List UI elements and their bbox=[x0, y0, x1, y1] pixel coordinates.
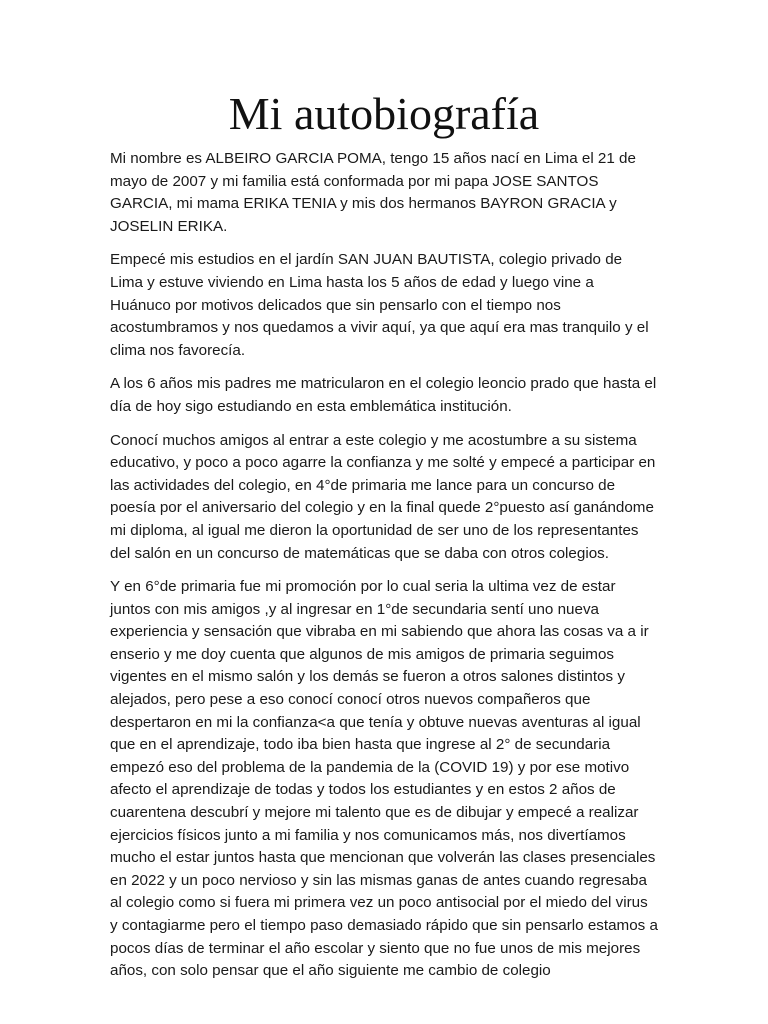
document-body bbox=[110, 148, 658, 994]
paragraph-friends-activities: Conocí muchos amigos al entrar a este colegio y me acostumbre a su sistema educativo, y poco a poco agarre la confianza y me solté y empecé a participar en las actividades del colegio, en 4°de primaria me lance para un concurso de poesía por el aniversario del colegio y en la final quede 2°puesto así ganándome mi diploma, al igual me dieron la oportunidad de ser uno de los representantes del salón en un concurso de matemáticas que se daba con otros colegios. bbox=[110, 431, 656, 562]
paragraph-early-studies: Empecé mis estudios en el jardín SAN JUAN BAUTISTA, colegio privado de Lima y estuve viviendo en Lima hasta los 5 años de edad y luego vine a Huánuco por motivos delicados que sin pensarlo con el tiempo nos acostumbramos y nos quedamos a vivir aquí, ya que aquí era mas tranquilo y el clima nos favorecía. bbox=[110, 251, 649, 359]
page-title: Mi autobiografía bbox=[228, 88, 540, 139]
paragraph-intro: Mi nombre es ALBEIRO GARCIA POMA, tengo 15 años nací en Lima el 21 de mayo de 2007 y mi familia está conformada por mi papa JOSE SANTOS GARCIA, mi mama ERIKA TENIA y mis dos hermanos BAYRON GRACIA y JOSELIN ERIKA. bbox=[110, 150, 636, 235]
paragraph-secondary-pandemic: Y en 6°de primaria fue mi promoción por lo cual seria la ultima vez de estar juntos con mis amigos ,y al ingresar en 1°de secundaria sentí uno nueva experiencia y sensación que vibraba en mi sabiendo que ahora las cosas va a ir enserio y me doy cuenta que algunos de mis amigos de primaria seguimos vigentes en el mismo salón y los demás se fueron a otros salones distintos y alejados, pero pese a eso conocí conocí otros nuevos compañeros que despertaron en mi la confianza<a que tenía y obtuve nuevas aventuras al igual que en el aprendizaje, todo iba bien hasta que ingrese al 2° de secundaria empezó eso del problema de la pandemia de la (COVID 19) y por ese motivo afecto el aprendizaje de todas y todos los estudiantes y en estos 2 años de cuarentena descubrí y mejore mi talento que es de dibujar y empecé a realizar ejercicios físicos junto a mi familia y nos comunicamos más, nos divertíamos mucho el estar juntos hasta que mencionan que volverán las clases presenciales en 2022 y un poco nervioso y sin las mismas ganas de antes cuando regresaba al colegio como si fuera mi primera vez un poco antisocial por el miedo del virus y contagiarme pero el tiempo paso demasiado rápido que sin pensarlo estamos a pocos días de terminar el año escolar y siento que no fue unos de mis mejores años, con solo pensar que el año siguiente me cambio de colegio bbox=[110, 578, 658, 980]
paragraph-school-enrollment: A los 6 años mis padres me matricularon en el colegio leoncio prado que hasta el día de hoy sigo estudiando en esta emblemática institución. bbox=[110, 375, 657, 415]
